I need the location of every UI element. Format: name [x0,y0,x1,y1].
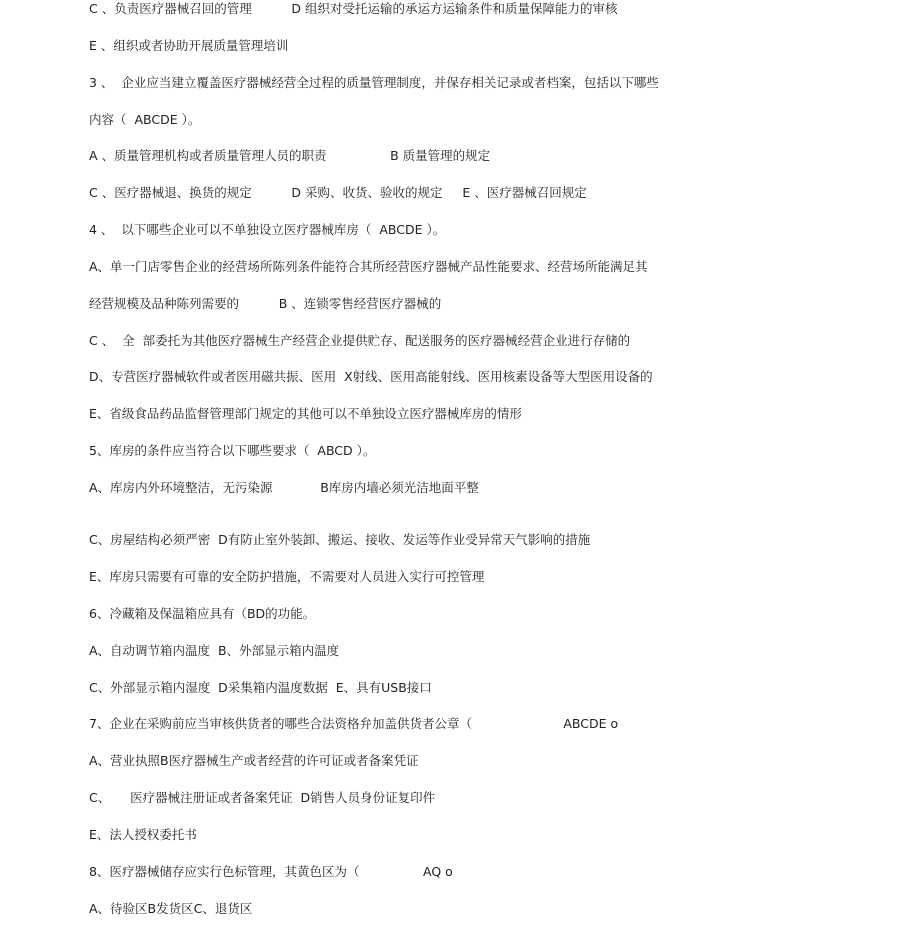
text-line: C、 医疗器械注册证或者备案凭证 D销售人员身份证复印件 [89,790,436,805]
text-line: A 、质量管理机构或者质量管理人员的职责 B 质量管理的规定 [89,148,491,163]
question-4: 4 、 以下哪些企业可以不单独设立医疗器械库房（ ABCDE ）。 [89,222,446,237]
text-line: 内容（ ABCDE ）。 [89,112,201,127]
text-line: E、法人授权委托书 [89,827,197,842]
text-line: C 、医疗器械退、换货的规定 D 采购、收货、验收的规定 E 、医疗器械召回规定 [89,185,587,200]
text-line: C、房屋结构必须严密 D有防止室外装卸、搬运、接收、发运等作业受异常天气影响的措施 [89,532,591,547]
text-line: A、自动调节箱内温度 B、外部显示箱内温度 [89,643,340,658]
text-line: E 、组织或者协助开展质量管理培训 [89,38,289,53]
text-line: D、专营医疗器械软件或者医用磁共振、医用 X射线、医用高能射线、医用核素设备等大型医用设备的 [89,369,653,384]
text-line: C 、负责医疗器械召回的管理 D 组织对受托运输的承运方运输条件和质量保障能力的审核 [89,1,618,16]
text-line: C 、 全 部委托为其他医疗器械生产经营企业提供贮存、配送服务的医疗器械经营企业进行存储的 [89,333,631,348]
text-line: 经营规模及品种陈列需要的 B 、连锁零售经营医疗器械的 [89,296,442,311]
text-line: A、待验区B发货区C、退货区 [89,901,253,916]
question-3: 3 、 企业应当建立覆盖医疗器械经营全过程的质量管理制度，并保存相关记录或者档案，包括以下哪些 [89,75,659,90]
question-5: 5、库房的条件应当符合以下哪些要求（ ABCD ）。 [89,443,376,458]
text-line: A、单一门店零售企业的经营场所陈列条件能符合其所经营医疗器械产品性能要求、经营场所能满足其 [89,259,648,274]
text-line: A、库房内外环境整洁，无污染源 B库房内墙必须光洁地面平整 [89,480,479,495]
text-line: C、外部显示箱内湿度 D采集箱内温度数据 E、具有USB接口 [89,680,432,695]
question-7: 7、企业在采购前应当审核供货者的哪些合法资格弁加盖供货者公章（ ABCDE o [89,716,619,731]
text-line: E、库房只需要有可靠的安全防护措施，不需要对人员进入实行可控管理 [89,569,485,584]
question-8: 8、医疗器械储存应实行色标管理，其黄色区为（ AQ o [89,864,453,879]
question-6: 6、冷藏箱及保温箱应具有（BD的功能。 [89,606,316,621]
text-line: E、省级食品药品监督管理部门规定的其他可以不单独设立医疗器械库房的情形 [89,406,522,421]
text-line: A、营业执照B医疗器械生产或者经营的许可证或者备案凭证 [89,753,419,768]
